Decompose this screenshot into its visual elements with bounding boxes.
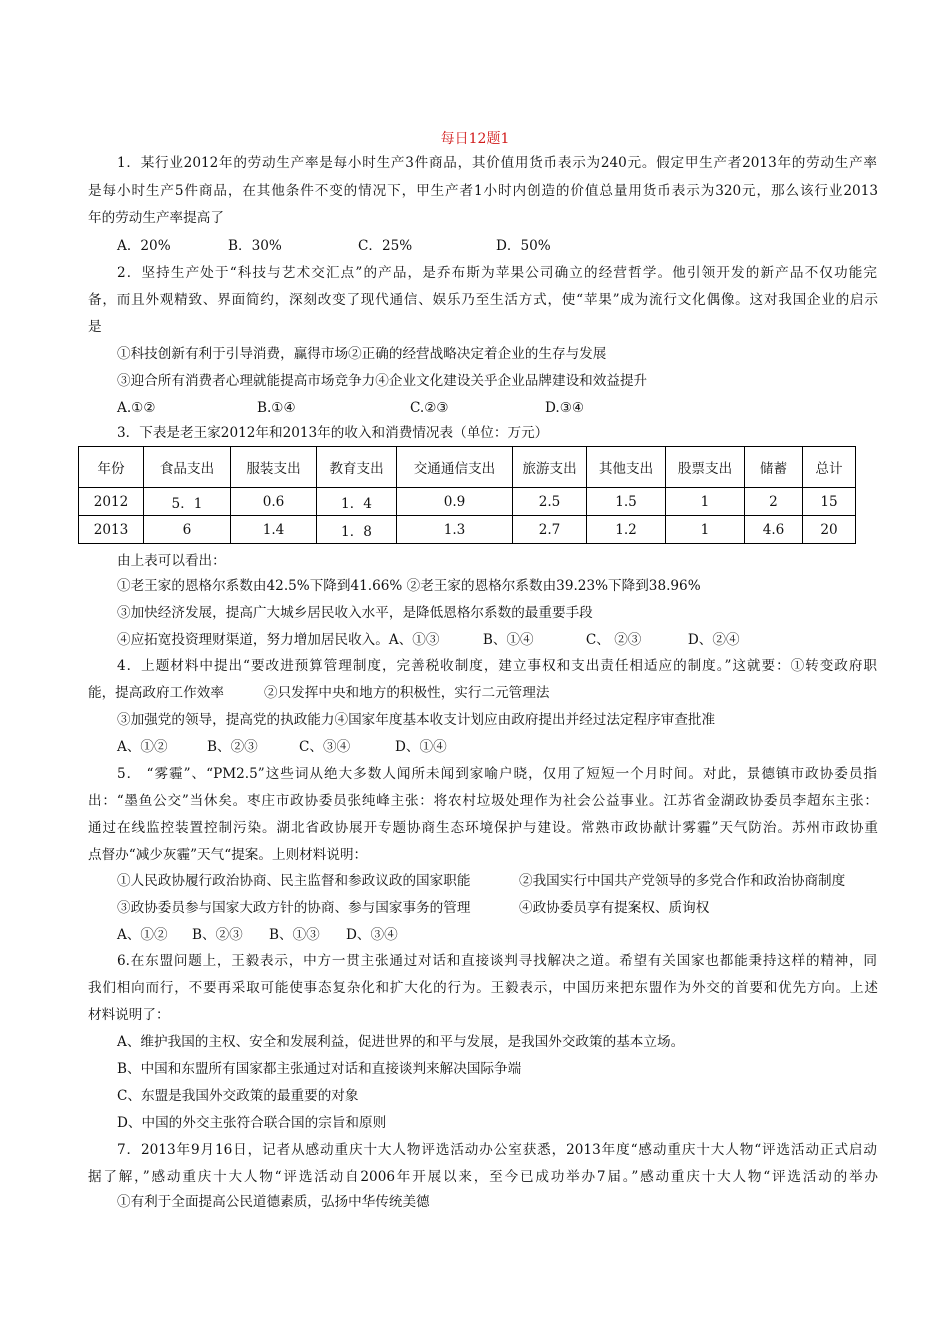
q7-line-1: 7．2013年9月16日，记者从感动重庆十大人物评选活动办公室获悉，2013年度“感动重庆十大人物“评选活动正式启动 (117, 1142, 877, 1158)
q7-statement-1: ①有利于全面提高公民道德素质，弘扬中华传统美德 (117, 1194, 430, 1210)
q6-line-3: 材料说明了： (88, 1007, 170, 1023)
table-cell: 5．1 (144, 488, 231, 516)
q2-option-b: B.①④ (257, 400, 296, 416)
q2-line-2: 备，而且外观精致、界面简约，深刻改变了现代通信、娱乐乃至生活方式，使“苹果”成为流行文化偶像。这对我国企业的启示 (88, 292, 878, 308)
q2-options (117, 399, 877, 417)
table-row (79, 488, 856, 516)
table-header-cell: 服装支出 (231, 447, 317, 488)
q6-line-1: 6.在东盟问题上，王毅表示，中方一贯主张通过对话和直接谈判寻找解决之道。希望有关国家也都能秉持这样的精神，同 (117, 953, 877, 969)
table-cell: 1.2 (587, 516, 666, 544)
income-expense-table (78, 446, 856, 544)
q5-statement-4: ④政协委员享有提案权、质询权 (519, 900, 710, 916)
table-header-cell: 教育支出 (317, 447, 397, 488)
q5-statements-1 (117, 872, 877, 890)
table-cell: 4.6 (745, 516, 803, 544)
table-cell: 1.5 (587, 488, 666, 516)
page-title: 每日12题1 (440, 131, 510, 147)
q4-option-b: B、②③ (207, 739, 258, 755)
q1-options (117, 237, 877, 255)
q5-line-4: 点督办“减少灰霾”天气“提案。上则材料说明： (88, 847, 368, 863)
table-cell: 1 (666, 488, 745, 516)
q3-statement-2: ③加快经济发展，提高广大城乡居民收入水平，是降低恩格尔系数的最重要手段 (117, 605, 593, 621)
table-cell: 1．4 (317, 488, 397, 516)
table-cell: 2012 (79, 488, 144, 516)
table-cell: 20 (803, 516, 856, 544)
q5-option-c: B、①③ (269, 927, 320, 943)
q6-option-d: D、中国的外交主张符合联合国的宗旨和原则 (117, 1115, 387, 1131)
q4-option-d: D、①④ (395, 739, 447, 755)
table-header-cell: 储蓄 (745, 447, 803, 488)
q5-option-d: D、③④ (346, 927, 398, 943)
table-cell: 2.7 (513, 516, 587, 544)
table-header-cell: 股票支出 (666, 447, 745, 488)
q4-option-a: A、①② (117, 739, 168, 755)
q5-line-1: 5． “雾霾”、“PM2.5”这些词从绝大多数人闻所未闻到家喻户晓，仅用了短短一个月时间。对此，景德镇市政协委员指 (117, 766, 877, 782)
q2-statement-2: ③迎合所有消费者心理就能提高市场竞争力④企业文化建设关乎企业品牌建设和效益提升 (117, 373, 648, 389)
table-cell: 1．8 (317, 516, 397, 544)
q2-option-a: A.①② (117, 400, 156, 416)
q5-line-2: 出：“墨鱼公交”当休矣。枣庄市政协委员张纯峰主张：将农村垃圾处理作为社会公益事业。江苏省金湖政协委员李超东主张： (88, 793, 878, 809)
table-cell: 0.6 (231, 488, 317, 516)
q6-option-a: A、维护我国的主权、安全和发展利益，促进世界的和平与发展，是我国外交政策的基本立场。 (117, 1034, 685, 1050)
q4-line-2a: 能，提高政府工作效率 (88, 685, 224, 701)
table-cell: 1 (666, 516, 745, 544)
q3-option-c: C、 ②③ (585, 632, 642, 648)
table-cell: 1.3 (397, 516, 513, 544)
q5-option-a: A、①② (117, 927, 168, 943)
q3-line-1: 3．下表是老王家2012年和2013年的收入和消费情况表（单位：万元） (117, 425, 549, 441)
table-cell: 2.5 (513, 488, 587, 516)
table-cell: 0.9 (397, 488, 513, 516)
q2-option-c: C.②③ (410, 400, 449, 416)
q1-line-2: 是每小时生产5件商品，在其他条件不变的情况下，甲生产者1小时内创造的价值总量用货币表示为320元，那么该行业2013 (88, 183, 878, 199)
q4-statement-1: ③加强党的领导，提高党的执政能力④国家年度基本收支计划应由政府提出并经过法定程序审查批准 (117, 712, 716, 728)
q7-line-2: 据了解，”感动重庆十大人物“评选活动自2006年开展以来，至今已成功举办7届。”感动重庆十大人物“评选活动的举办 (88, 1169, 878, 1185)
q1-option-a: A．20% (117, 238, 171, 254)
q6-line-2: 我们相向而行，不要再采取可能使事态复杂化和扩大化的行为。王毅表示，中国历来把东盟作为外交的首要和优先方向。上述 (88, 980, 878, 996)
table-header-cell: 食品支出 (144, 447, 231, 488)
table-cell: 15 (803, 488, 856, 516)
q2-statement-1: ①科技创新有利于引导消费，赢得市场②正确的经营战略决定着企业的生存与发展 (117, 346, 607, 362)
q2-line-3: 是 (88, 319, 102, 335)
table-cell: 2 (745, 488, 803, 516)
q4-line-1: 4．上题材料中提出“要改进预算管理制度，完善税收制度，建立事权和支出责任相适应的制度。”这就要：①转变政府职 (117, 658, 877, 674)
q1-option-d: D．50% (496, 238, 551, 254)
table-header-cell: 其他支出 (587, 447, 666, 488)
q1-option-b: B．30% (228, 238, 282, 254)
q4-options (117, 738, 877, 756)
q5-statements-2 (117, 899, 877, 917)
q1-line-3: 年的劳动生产率提高了 (88, 210, 224, 226)
table-cell: 6 (144, 516, 231, 544)
table-header-cell: 总计 (803, 447, 856, 488)
q3-after-table: 由上表可以看出： (117, 553, 226, 569)
q5-line-3: 通过在线监控装置控制污染。湖北省政协展开专题协商生态环境保护与建设。常熟市政协献计雾霾”天气防治。苏州市政协重 (88, 820, 878, 836)
q4-option-c: C、③④ (299, 739, 351, 755)
table-header-row (79, 447, 856, 488)
q5-statement-3: ③政协委员参与国家大政方针的协商、参与国家事务的管理 (117, 900, 471, 916)
q3-option-d: D、②④ (687, 632, 740, 648)
table-header-cell: 交通通信支出 (397, 447, 513, 488)
table-cell: 2013 (79, 516, 144, 544)
q1-option-c: C．25% (358, 238, 413, 254)
q3-statement-3 (117, 631, 877, 649)
q6-option-b: B、中国和东盟所有国家都主张通过对话和直接谈判来解决国际争端 (117, 1061, 522, 1077)
table-header-cell: 旅游支出 (513, 447, 587, 488)
q3-statement-1: ①老王家的恩格尔系数由42.5%下降到41.66% ②老王家的恩格尔系数由39.23%下降到38.96% (117, 578, 701, 594)
q4-line-2 (88, 684, 878, 702)
q4-line-2b: ②只发挥中央和地方的积极性，实行二元管理法 (264, 685, 550, 701)
table-cell: 1.4 (231, 516, 317, 544)
q2-option-d: D.③④ (545, 400, 585, 416)
q6-option-c: C、东盟是我国外交政策的最重要的对象 (117, 1088, 359, 1104)
q3-statement-3-text: ④应拓宽投资理财渠道，努力增加居民收入。 (117, 632, 389, 648)
q3-option-a: A、①③ (388, 632, 440, 648)
table-header-cell: 年份 (79, 447, 144, 488)
q5-options (117, 926, 877, 944)
q5-statement-1: ①人民政协履行政治协商、民主监督和参政议政的国家职能 (117, 873, 471, 889)
table-row (79, 516, 856, 544)
q3-option-b: B、①④ (482, 632, 534, 648)
q2-line-1: 2．坚持生产处于“科技与艺术交汇点”的产品，是乔布斯为苹果公司确立的经营哲学。他引领开发的新产品不仅功能完 (117, 265, 877, 281)
q5-option-b: B、②③ (192, 927, 243, 943)
q5-statement-2: ②我国实行中国共产党领导的多党合作和政治协商制度 (519, 873, 846, 889)
q1-line-1: 1．某行业2012年的劳动生产率是每小时生产3件商品，其价值用货币表示为240元。假定甲生产者2013年的劳动生产率 (117, 155, 877, 171)
